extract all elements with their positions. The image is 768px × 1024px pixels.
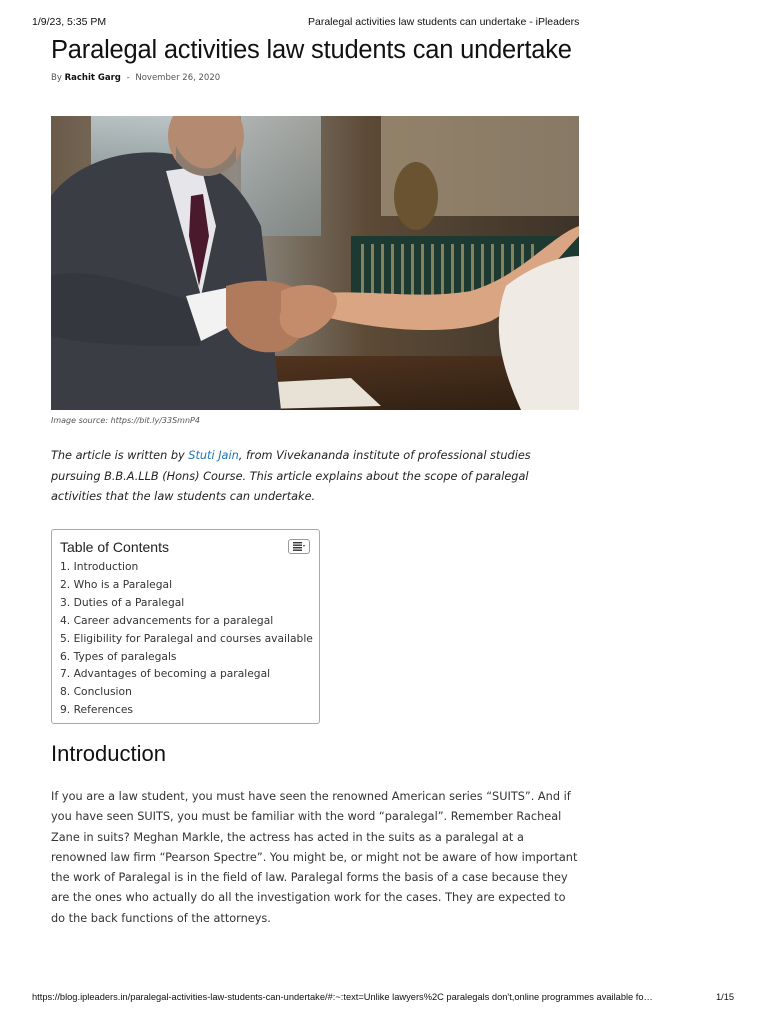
toc-item-references[interactable]: 9. References (60, 703, 133, 717)
publish-date: November 26, 2020 (135, 73, 221, 83)
image-caption: Image source: https://bit.ly/33SmnP4 (51, 416, 200, 425)
byline-separator: - (126, 73, 130, 83)
section-heading-introduction: Introduction (51, 741, 166, 766)
author-note-link[interactable]: Stuti Jain (188, 449, 239, 462)
print-header (0, 16, 768, 32)
toc-item-conclusion[interactable]: 8. Conclusion (60, 685, 132, 699)
author-link[interactable]: Rachit Garg (64, 73, 121, 83)
handshake-photo (51, 116, 579, 410)
toc-item-who-is-paralegal[interactable]: 2. Who is a Paralegal (60, 577, 173, 591)
toc-item-career[interactable]: 4. Career advancements for a paralegal (60, 613, 274, 627)
toc-item-eligibility[interactable]: 5. Eligibility for Paralegal and courses available (60, 631, 313, 645)
print-page-title: Paralegal activities law students can undertake - iPleaders (308, 16, 580, 28)
introduction-paragraph: If you are a law student, you must have seen the renowned American series “SUITS”. And if you have seen SUITS, you must be familiar with the word “paralegal”. Remember Racheal Zane in suits? Meghan Markle, the actress has acted in the suits as a paralegal at a renowned law firm “Pearson Spectre”. You might be, or might not be aware of how important the work of Paralegal is in the field of law. Paralegal forms the basis of a case because they are the ones who actually do all the investigation work for the cases. They are expected to do the back functions of the attorneys. (51, 790, 578, 925)
print-datetime: 1/9/23, 5:35 PM (32, 16, 107, 28)
toc-item-duties[interactable]: 3. Duties of a Paralegal (60, 595, 185, 609)
toc-item-advantages[interactable]: 7. Advantages of becoming a paralegal (60, 667, 271, 681)
print-url: https://blog.ipleaders.in/paralegal-activities-law-students-can-undertake/#:~:text=Unlike lawyers%2C paralegals don't,online programmes available fo… (32, 992, 653, 1002)
table-of-contents (51, 529, 320, 724)
author-note-text-1: The article is written by (51, 449, 189, 462)
print-footer (0, 992, 768, 1006)
page-number: 1/15 (716, 992, 735, 1002)
author-note (51, 446, 571, 508)
list-toggle-icon (293, 542, 305, 551)
article-title: Paralegal activities law students can undertake (51, 36, 572, 64)
toc-item-types[interactable]: 6. Types of paralegals (60, 649, 177, 663)
toc-title: Table of Contents (60, 539, 169, 555)
by-label: By (51, 73, 62, 83)
byline (51, 73, 220, 83)
toc-toggle-button[interactable] (288, 539, 310, 554)
toc-list (60, 558, 313, 719)
author-note-text-2: , from Vivekananda institute of professional studies pursuing B.B.A.LLB (Hons) Course. This article explains about the scope of paralegal activities that the law students can undertake. (51, 449, 531, 504)
toc-item-introduction[interactable]: 1. Introduction (60, 560, 139, 573)
hero-image (51, 116, 579, 410)
